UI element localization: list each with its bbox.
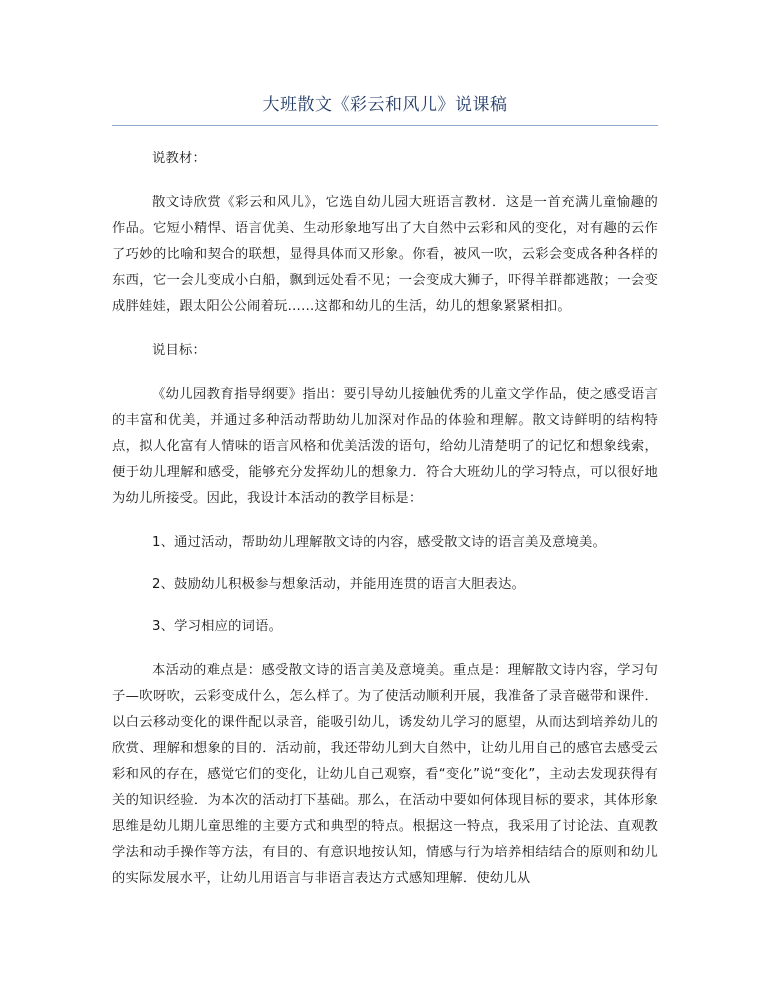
- section-heading-material: 说教材：: [152, 151, 206, 166]
- document-title: 大班散文《彩云和风儿》说课稿: [262, 95, 508, 115]
- goal-item-2: 2、鼓励幼儿积极参与想象活动，并能用连贯的语言大胆表达。: [152, 577, 526, 592]
- paragraph-difficulty: 本活动的难点是：感受散文诗的语言美及意境美。重点是：理解散文诗内容，学习句子—吹呀吹，云彩变成什么，怎么样了。为了使活动顺利开展，我准备了录音磁带和课件．以白云移动变化的课件配以录音，能吸引幼儿，诱发幼儿学习的愿望，从而达到培养幼儿的欣赏、理解和想象的目的．活动前，我还带幼儿到大自然中，让幼儿用自己的感官去感受云彩和风的存在，感觉它们的变化，让幼儿自己观察，看“变化”说“变化”，主动去发现获得有关的知识经验．为本次的活动打下基础。那么，在活动中要如何体现目标的要求，其体形象思维是幼儿期儿童思维的主要方式和典型的特点。根据这一特点，我采用了讨论法、直观教学法和动手操作等方法，有目的、有意识地按认知，情感与行为培养相结结合的原则和幼儿的实际发展水平，让幼儿用语言与非语言表达方式感知理解．使幼儿从: [112, 663, 658, 886]
- section-heading-goals: 说目标：: [152, 343, 206, 358]
- goal-item-1: 1、通过活动，帮助幼儿理解散文诗的内容，感受散文诗的语言美及意境美。: [152, 535, 607, 550]
- paragraph-material: 散文诗欣赏《彩云和风儿》，它选自幼儿园大班语言教材．这是一首充满儿童愉趣的作品。它短小精悍、语言优美、生动形象地写出了大自然中云彩和风的变化，对有趣的云作了巧妙的比喻和契合的联想，显得具体而又形象。你看，被风一吹，云彩会变成各种各样的东西，它一会儿变成小白船，飘到远处看不见；一会变成大狮子，吓得羊群都逃散；一会变成胖娃娃，跟太阳公公闹着玩……这都和幼儿的生活，幼儿的想象紧紧相扣。: [112, 195, 658, 314]
- title-divider: [112, 125, 658, 126]
- goal-item-3: 3、学习相应的词语。: [152, 619, 283, 634]
- document-body: [112, 146, 658, 892]
- paragraph-goals: 《幼儿园教育指导纲要》指出：要引导幼儿接触优秀的儿童文学作品，使之感受语言的丰富和优美，并通过多种活动帮助幼儿加深对作品的体验和理解。散文诗鲜明的结构特点，拟人化富有人情味的语言风格和优美活泼的语句，给幼儿清楚明了的记忆和想象线索，便于幼儿理解和感受，能够充分发挥幼儿的想象力．符合大班幼儿的学习特点，可以很好地为幼儿所接受。因此，我设计本活动的教学目标是：: [112, 387, 658, 506]
